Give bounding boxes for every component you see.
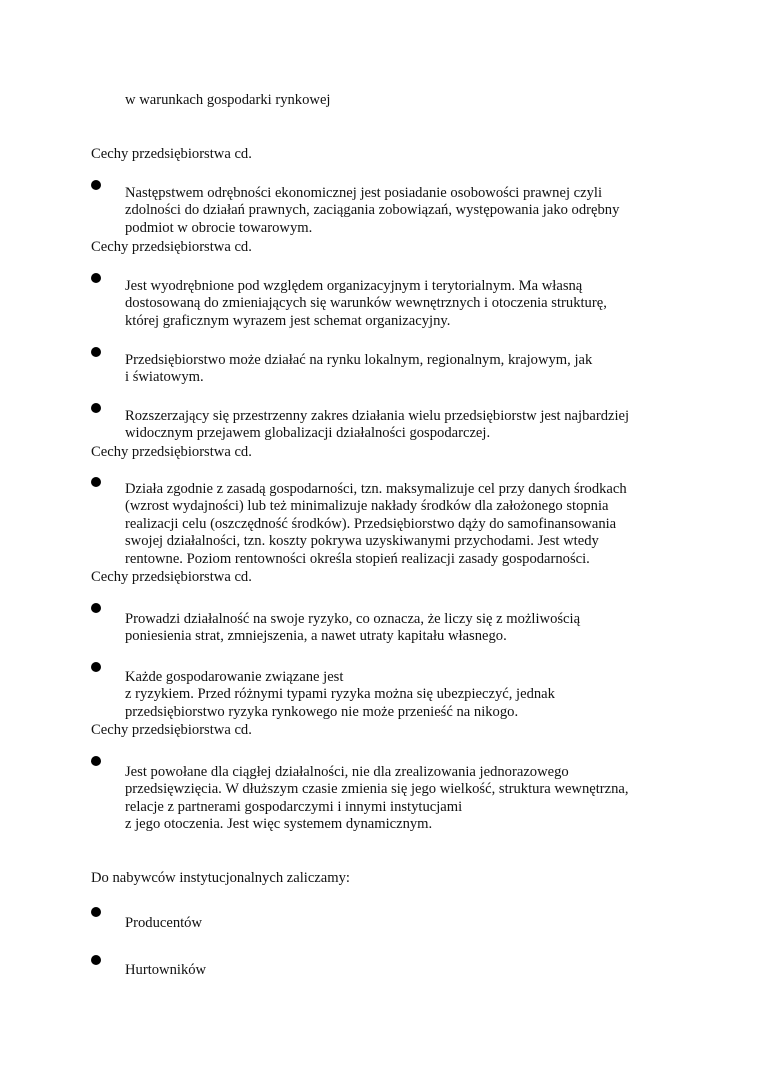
list-item: Działa zgodnie z zasadą gospodarności, tzn. maksymalizuje cel przy danych środkach (wzrost wydajności) lub też minimalizuje nakłady środków dla założonego stopnia realizacji celu (oszczędność środków). Przedsiębiorstwo dąży do samofinansowania swojej działalności, tzn. koszty pokrywa uzyskiwanymi przychodami. Jest wtedy rentowne. Poziom rentowności określa stopień realizacji zasady gospodarności.	[125, 481, 627, 567]
list-item: Hurtowników	[125, 962, 207, 978]
top-line: w warunkach gospodarki rynkowej	[125, 92, 331, 108]
list-item: Prowadzi działalność na swoje ryzyko, co oznacza, że liczy się z możliwością poniesienia strat, zmniejszenia, a nawet utraty kapitału własnego.	[125, 611, 581, 645]
list-item: Następstwem odrębności ekonomicznej jest posiadanie osobowości prawnej czyli zdolności do działań prawnych, zaciągania zobowiązań, występowania jako odrębny podmiot w obrocie towarowym.	[125, 185, 620, 236]
bullet-icon	[91, 756, 101, 766]
bullet-icon	[91, 662, 101, 672]
list-item: Jest powołane dla ciągłej działalności, nie dla zrealizowania jednorazowego przedsięwzięcia. W dłuższym czasie zmienia się jego wielkość, struktura wewnętrzna, relacje z partnerami gospodarczymi i innymi instytucjami z jego otoczenia. Jest więc systemem dynamicznym.	[125, 764, 629, 833]
bullet-icon	[91, 273, 101, 283]
section-heading-3: Cechy przedsiębiorstwa cd.	[91, 444, 252, 460]
section-heading-6: Do nabywców instytucjonalnych zaliczamy:	[91, 870, 350, 886]
section-heading-1: Cechy przedsiębiorstwa cd.	[91, 146, 252, 162]
list-item: Jest wyodrębnione pod względem organizacyjnym i terytorialnym. Ma własną dostosowaną do zmieniających się warunków wewnętrznych i otoczenia strukturę, której graficznym wyrazem jest schemat organizacyjny.	[125, 278, 607, 329]
list-item: Każde gospodarowanie związane jest z ryzykiem. Przed różnymi typami ryzyka można się ubezpieczyć, jednak przedsiębiorstwo ryzyka rynkowego nie może przenieść na nikogo.	[125, 669, 555, 720]
section-heading-4: Cechy przedsiębiorstwa cd.	[91, 569, 252, 585]
bullet-icon	[91, 180, 101, 190]
list-item: Przedsiębiorstwo może działać na rynku lokalnym, regionalnym, krajowym, jak i światowym.	[125, 352, 593, 386]
bullet-icon	[91, 603, 101, 613]
bullet-icon	[91, 955, 101, 965]
bullet-icon	[91, 907, 101, 917]
list-item: Rozszerzający się przestrzenny zakres działania wielu przedsiębiorstw jest najbardziej widocznym przejawem globalizacji działalności gospodarczej.	[125, 408, 630, 442]
bullet-icon	[91, 347, 101, 357]
section-heading-5: Cechy przedsiębiorstwa cd.	[91, 722, 252, 738]
bullet-icon	[91, 403, 101, 413]
list-item: Producentów	[125, 915, 203, 931]
section-heading-2: Cechy przedsiębiorstwa cd.	[91, 239, 252, 255]
bullet-icon	[91, 477, 101, 487]
